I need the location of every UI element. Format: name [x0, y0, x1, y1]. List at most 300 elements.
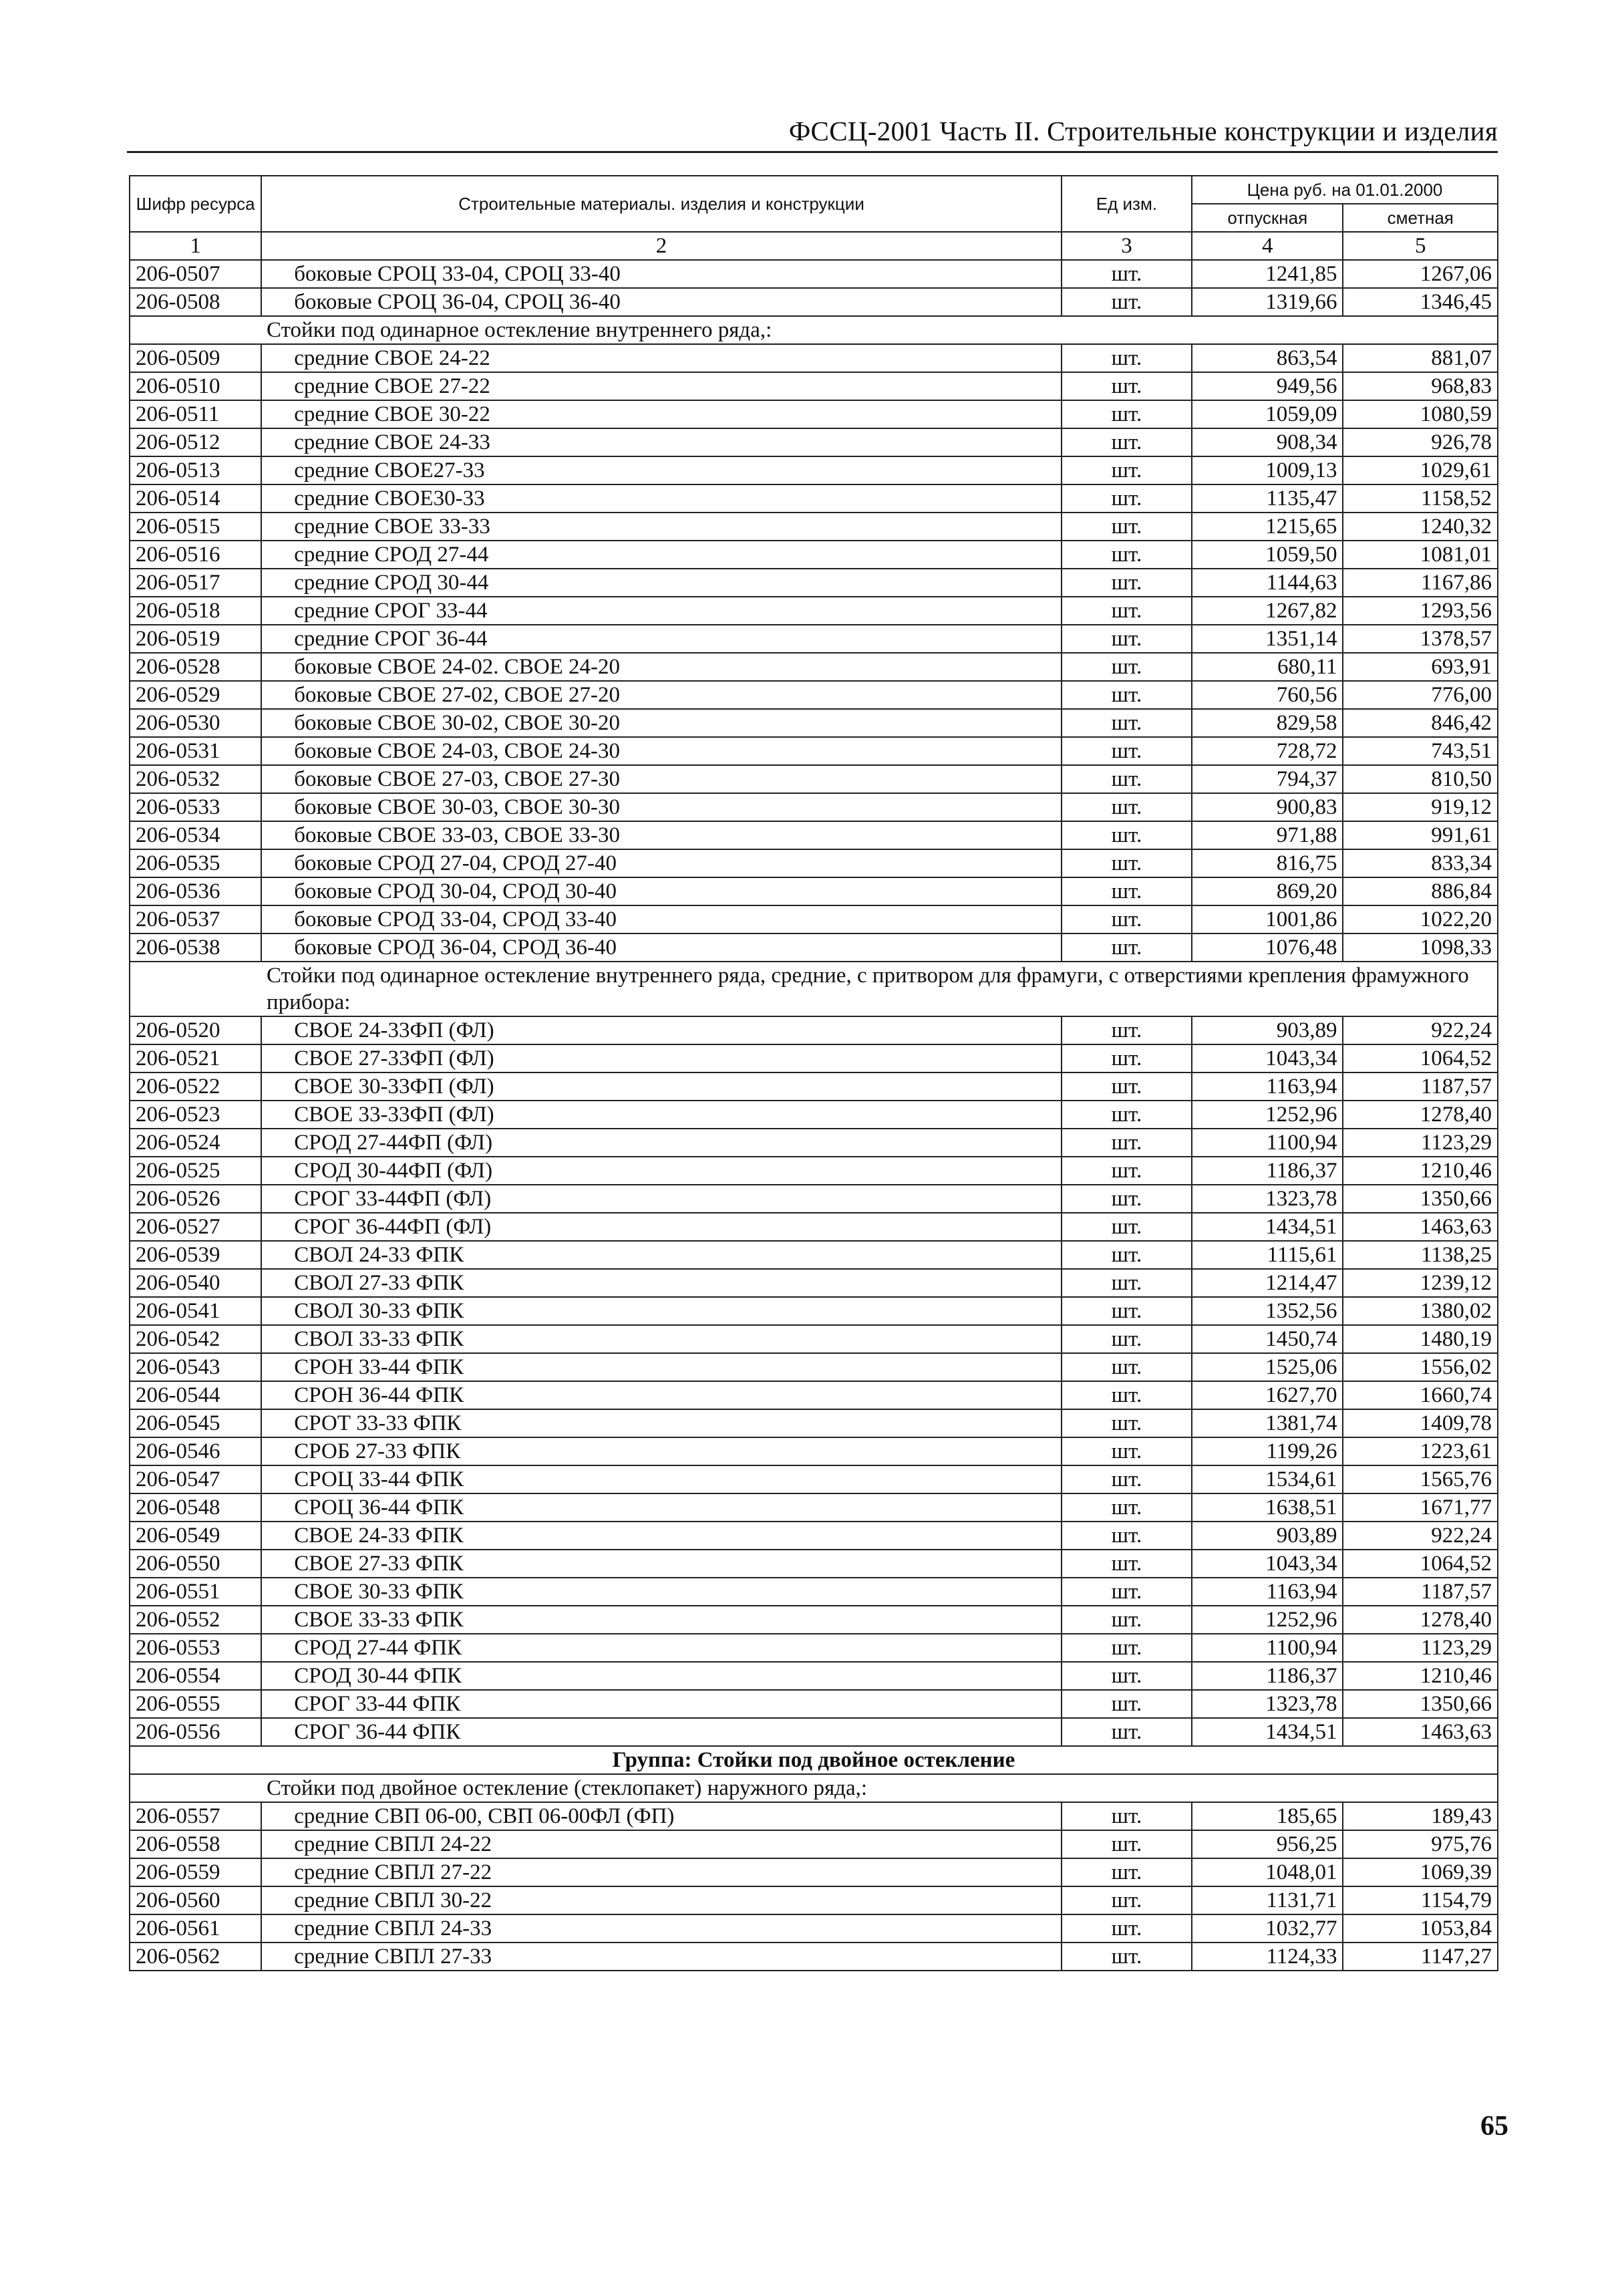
resource-code: 206-0542: [130, 1325, 261, 1353]
release-price: 1434,51: [1192, 1213, 1343, 1241]
release-price: 949,56: [1192, 372, 1343, 400]
section-row: [130, 962, 1498, 1016]
material-name: средние СВОЕ 30-22: [261, 400, 1062, 428]
unit: шт.: [1062, 260, 1192, 288]
release-price: 1638,51: [1192, 1493, 1343, 1522]
resource-code: 206-0527: [130, 1213, 261, 1241]
table-row: [130, 821, 1498, 849]
material-name: СРОГ 33-44ФП (ФЛ): [261, 1185, 1062, 1213]
release-price: 1267,82: [1192, 597, 1343, 625]
col-number: 3: [1062, 232, 1192, 260]
section-row: [130, 1774, 1498, 1802]
table-row: [130, 877, 1498, 905]
material-name: СРОБ 27-33 ФПК: [261, 1437, 1062, 1465]
estimate-price: 1069,39: [1343, 1858, 1498, 1886]
release-price: 1124,33: [1192, 1943, 1343, 1971]
table-row: [130, 1101, 1498, 1129]
release-price: 1186,37: [1192, 1662, 1343, 1690]
material-name: СРОЦ 33-44 ФПК: [261, 1465, 1062, 1493]
table-row: [130, 260, 1498, 288]
material-name: средние СРОД 30-44: [261, 569, 1062, 597]
table-row: [130, 709, 1498, 737]
unit: шт.: [1062, 1943, 1192, 1971]
table-row: [130, 1016, 1498, 1044]
resource-code: 206-0530: [130, 709, 261, 737]
table-row: [130, 905, 1498, 934]
header-release: отпускная: [1192, 204, 1343, 232]
table-row: [130, 569, 1498, 597]
resource-code: 206-0522: [130, 1072, 261, 1101]
estimate-price: 919,12: [1343, 793, 1498, 821]
resource-code: 206-0551: [130, 1578, 261, 1606]
material-name: средние СВОЕ 24-33: [261, 428, 1062, 456]
estimate-price: 1463,63: [1343, 1718, 1498, 1746]
group-title: Группа: Стойки под двойное остекление: [130, 1746, 1498, 1774]
unit: шт.: [1062, 1690, 1192, 1718]
unit: шт.: [1062, 1802, 1192, 1830]
material-name: боковые СВОЕ 27-02, СВОЕ 27-20: [261, 681, 1062, 709]
unit: шт.: [1062, 456, 1192, 484]
material-name: боковые СРОЦ 33-04, СРОЦ 33-40: [261, 260, 1062, 288]
unit: шт.: [1062, 1662, 1192, 1690]
table-row: [130, 1606, 1498, 1634]
estimate-price: 1350,66: [1343, 1690, 1498, 1718]
unit: шт.: [1062, 1157, 1192, 1185]
resource-code: 206-0511: [130, 400, 261, 428]
unit: шт.: [1062, 428, 1192, 456]
estimate-price: 1053,84: [1343, 1914, 1498, 1943]
estimate-price: 846,42: [1343, 709, 1498, 737]
resource-code: 206-0520: [130, 1016, 261, 1044]
table-row: [130, 1914, 1498, 1943]
section-row: [130, 316, 1498, 344]
resource-code: 206-0557: [130, 1802, 261, 1830]
resource-code: 206-0560: [130, 1886, 261, 1914]
release-price: 1059,50: [1192, 541, 1343, 569]
release-price: 1131,71: [1192, 1886, 1343, 1914]
material-name: СВОЛ 33-33 ФПК: [261, 1325, 1062, 1353]
material-name: боковые СРОД 27-04, СРОД 27-40: [261, 849, 1062, 877]
estimate-price: 1240,32: [1343, 513, 1498, 541]
release-price: 1199,26: [1192, 1437, 1343, 1465]
estimate-price: 926,78: [1343, 428, 1498, 456]
release-price: 1076,48: [1192, 934, 1343, 962]
release-price: 869,20: [1192, 877, 1343, 905]
estimate-price: 1064,52: [1343, 1550, 1498, 1578]
resource-code: 206-0532: [130, 765, 261, 793]
resource-code: 206-0523: [130, 1101, 261, 1129]
unit: шт.: [1062, 1606, 1192, 1634]
material-name: боковые СВОЕ 33-03, СВОЕ 33-30: [261, 821, 1062, 849]
release-price: 1144,63: [1192, 569, 1343, 597]
table-row: [130, 1185, 1498, 1213]
unit: шт.: [1062, 597, 1192, 625]
table-row: [130, 1662, 1498, 1690]
estimate-price: 1378,57: [1343, 625, 1498, 653]
material-name: средние СВПЛ 27-22: [261, 1858, 1062, 1886]
table-row: [130, 1072, 1498, 1101]
resource-code: 206-0562: [130, 1943, 261, 1971]
resource-code: 206-0521: [130, 1044, 261, 1072]
unit: шт.: [1062, 765, 1192, 793]
unit: шт.: [1062, 1185, 1192, 1213]
table-row: [130, 1690, 1498, 1718]
estimate-price: 1660,74: [1343, 1381, 1498, 1409]
release-price: 903,89: [1192, 1016, 1343, 1044]
unit: шт.: [1062, 1830, 1192, 1858]
material-name: средние СВОЕ 27-22: [261, 372, 1062, 400]
header-name: Строительные материалы. изделия и конструкции: [261, 176, 1062, 232]
material-name: СРОД 30-44 ФПК: [261, 1662, 1062, 1690]
release-price: 816,75: [1192, 849, 1343, 877]
table-row: [130, 1325, 1498, 1353]
table-row: [130, 1718, 1498, 1746]
release-price: 1043,34: [1192, 1550, 1343, 1578]
release-price: 1252,96: [1192, 1101, 1343, 1129]
estimate-price: 1380,02: [1343, 1297, 1498, 1325]
resource-code: 206-0526: [130, 1185, 261, 1213]
material-name: СВОЛ 27-33 ФПК: [261, 1269, 1062, 1297]
unit: шт.: [1062, 849, 1192, 877]
estimate-price: 991,61: [1343, 821, 1498, 849]
resource-code: 206-0539: [130, 1241, 261, 1269]
release-price: 1525,06: [1192, 1353, 1343, 1381]
resource-code: 206-0543: [130, 1353, 261, 1381]
release-price: 1043,34: [1192, 1044, 1343, 1072]
table-row: [130, 653, 1498, 681]
unit: шт.: [1062, 1101, 1192, 1129]
material-name: средние СВПЛ 24-33: [261, 1914, 1062, 1943]
estimate-price: 1080,59: [1343, 400, 1498, 428]
estimate-price: 743,51: [1343, 737, 1498, 765]
col-number: 2: [261, 232, 1062, 260]
material-name: средние СВОЕ30-33: [261, 484, 1062, 513]
release-price: 794,37: [1192, 765, 1343, 793]
estimate-price: 1409,78: [1343, 1409, 1498, 1437]
table-row: [130, 625, 1498, 653]
price-table-body: [130, 176, 1498, 1971]
resource-code: 206-0528: [130, 653, 261, 681]
release-price: 1381,74: [1192, 1409, 1343, 1437]
release-price: 1135,47: [1192, 484, 1343, 513]
section-title: Стойки под двойное остекление (стеклопакет) наружного ряда,:: [130, 1774, 1498, 1802]
estimate-price: 833,34: [1343, 849, 1498, 877]
unit: шт.: [1062, 541, 1192, 569]
resource-code: 206-0553: [130, 1634, 261, 1662]
table-row: [130, 1297, 1498, 1325]
unit: шт.: [1062, 1858, 1192, 1886]
material-name: СРОД 27-44 ФПК: [261, 1634, 1062, 1662]
estimate-price: 968,83: [1343, 372, 1498, 400]
estimate-price: 1565,76: [1343, 1465, 1498, 1493]
table-row: [130, 1522, 1498, 1550]
table-row: [130, 1044, 1498, 1072]
unit: шт.: [1062, 737, 1192, 765]
estimate-price: 693,91: [1343, 653, 1498, 681]
unit: шт.: [1062, 934, 1192, 962]
material-name: СРОГ 33-44 ФПК: [261, 1690, 1062, 1718]
release-price: 1009,13: [1192, 456, 1343, 484]
unit: шт.: [1062, 400, 1192, 428]
release-price: 1186,37: [1192, 1157, 1343, 1185]
estimate-price: 1346,45: [1343, 288, 1498, 316]
material-name: средние СРОД 27-44: [261, 541, 1062, 569]
material-name: средние СВОЕ 24-22: [261, 344, 1062, 372]
table-row: [130, 1409, 1498, 1437]
estimate-price: 189,43: [1343, 1802, 1498, 1830]
table-row: [130, 597, 1498, 625]
resource-code: 206-0535: [130, 849, 261, 877]
unit: шт.: [1062, 1914, 1192, 1943]
estimate-price: 881,07: [1343, 344, 1498, 372]
resource-code: 206-0524: [130, 1129, 261, 1157]
material-name: СВОЕ 24-33 ФПК: [261, 1522, 1062, 1550]
resource-code: 206-0519: [130, 625, 261, 653]
release-price: 1323,78: [1192, 1690, 1343, 1718]
unit: шт.: [1062, 1129, 1192, 1157]
material-name: средние СВПЛ 27-33: [261, 1943, 1062, 1971]
resource-code: 206-0517: [130, 569, 261, 597]
header-title: ФССЦ-2001 Часть II. Строительные конструкции и изделия: [788, 116, 1498, 146]
unit: шт.: [1062, 1297, 1192, 1325]
estimate-price: 1350,66: [1343, 1185, 1498, 1213]
estimate-price: 1147,27: [1343, 1943, 1498, 1971]
release-price: 1100,94: [1192, 1634, 1343, 1662]
page-header: [127, 114, 1498, 153]
estimate-price: 810,50: [1343, 765, 1498, 793]
release-price: 760,56: [1192, 681, 1343, 709]
table-row: [130, 1157, 1498, 1185]
material-name: средние СВП 06-00, СВП 06-00ФЛ (ФП): [261, 1802, 1062, 1830]
release-price: 1351,14: [1192, 625, 1343, 653]
estimate-price: 1210,46: [1343, 1662, 1498, 1690]
release-price: 1215,65: [1192, 513, 1343, 541]
estimate-price: 1167,86: [1343, 569, 1498, 597]
table-row: [130, 1269, 1498, 1297]
table-row: [130, 513, 1498, 541]
table-row: [130, 1437, 1498, 1465]
unit: шт.: [1062, 1044, 1192, 1072]
unit: шт.: [1062, 1437, 1192, 1465]
material-name: СВОЕ 27-33 ФПК: [261, 1550, 1062, 1578]
release-price: 1323,78: [1192, 1185, 1343, 1213]
unit: шт.: [1062, 905, 1192, 934]
release-price: 1252,96: [1192, 1606, 1343, 1634]
resource-code: 206-0544: [130, 1381, 261, 1409]
material-name: СРОД 30-44ФП (ФЛ): [261, 1157, 1062, 1185]
unit: шт.: [1062, 1016, 1192, 1044]
table-row: [130, 456, 1498, 484]
table-row: [130, 484, 1498, 513]
table-row: [130, 1830, 1498, 1858]
table-row: [130, 1550, 1498, 1578]
unit: шт.: [1062, 681, 1192, 709]
material-name: СВОЕ 30-33 ФПК: [261, 1578, 1062, 1606]
material-name: боковые СВОЕ 30-03, СВОЕ 30-30: [261, 793, 1062, 821]
material-name: боковые СРОЦ 36-04, СРОЦ 36-40: [261, 288, 1062, 316]
unit: шт.: [1062, 1269, 1192, 1297]
table-row: [130, 793, 1498, 821]
unit: шт.: [1062, 1409, 1192, 1437]
unit: шт.: [1062, 821, 1192, 849]
release-price: 1115,61: [1192, 1241, 1343, 1269]
release-price: 1627,70: [1192, 1381, 1343, 1409]
release-price: 1048,01: [1192, 1858, 1343, 1886]
section-title: Стойки под одинарное остекление внутреннего ряда,:: [130, 316, 1498, 344]
estimate-price: 776,00: [1343, 681, 1498, 709]
resource-code: 206-0549: [130, 1522, 261, 1550]
release-price: 1059,09: [1192, 400, 1343, 428]
table-row: [130, 541, 1498, 569]
material-name: средние СРОГ 33-44: [261, 597, 1062, 625]
release-price: 863,54: [1192, 344, 1343, 372]
estimate-price: 1138,25: [1343, 1241, 1498, 1269]
resource-code: 206-0555: [130, 1690, 261, 1718]
resource-code: 206-0550: [130, 1550, 261, 1578]
material-name: СВОЕ 33-33ФП (ФЛ): [261, 1101, 1062, 1129]
resource-code: 206-0540: [130, 1269, 261, 1297]
resource-code: 206-0534: [130, 821, 261, 849]
material-name: СРОЦ 36-44 ФПК: [261, 1493, 1062, 1522]
table-row: [130, 1802, 1498, 1830]
release-price: 900,83: [1192, 793, 1343, 821]
estimate-price: 1187,57: [1343, 1578, 1498, 1606]
material-name: СРОТ 33-33 ФПК: [261, 1409, 1062, 1437]
resource-code: 206-0561: [130, 1914, 261, 1943]
estimate-price: 922,24: [1343, 1522, 1498, 1550]
material-name: боковые СВОЕ 27-03, СВОЕ 27-30: [261, 765, 1062, 793]
col-number: 1: [130, 232, 261, 260]
resource-code: 206-0545: [130, 1409, 261, 1437]
resource-code: 206-0515: [130, 513, 261, 541]
unit: шт.: [1062, 1493, 1192, 1522]
release-price: 1534,61: [1192, 1465, 1343, 1493]
release-price: 829,58: [1192, 709, 1343, 737]
material-name: средние СВПЛ 30-22: [261, 1886, 1062, 1914]
resource-code: 206-0536: [130, 877, 261, 905]
material-name: боковые СРОД 30-04, СРОД 30-40: [261, 877, 1062, 905]
estimate-price: 1267,06: [1343, 260, 1498, 288]
col-number: 4: [1192, 232, 1343, 260]
table-row: [130, 372, 1498, 400]
table-row: [130, 1465, 1498, 1493]
resource-code: 206-0518: [130, 597, 261, 625]
table-row: [130, 344, 1498, 372]
material-name: СРОН 36-44 ФПК: [261, 1381, 1062, 1409]
resource-code: 206-0531: [130, 737, 261, 765]
table-header-row: [130, 176, 1498, 204]
unit: шт.: [1062, 1550, 1192, 1578]
unit: шт.: [1062, 653, 1192, 681]
release-price: 956,25: [1192, 1830, 1343, 1858]
group-row: [130, 1746, 1498, 1774]
material-name: СВОЕ 30-33ФП (ФЛ): [261, 1072, 1062, 1101]
estimate-price: 886,84: [1343, 877, 1498, 905]
resource-code: 206-0509: [130, 344, 261, 372]
unit: шт.: [1062, 1241, 1192, 1269]
estimate-price: 1187,57: [1343, 1072, 1498, 1101]
material-name: средние СВПЛ 24-22: [261, 1830, 1062, 1858]
release-price: 1032,77: [1192, 1914, 1343, 1943]
release-price: 1434,51: [1192, 1718, 1343, 1746]
release-price: 1001,86: [1192, 905, 1343, 934]
estimate-price: 1123,29: [1343, 1129, 1498, 1157]
material-name: средние СВОЕ27-33: [261, 456, 1062, 484]
material-name: СВОЕ 24-33ФП (ФЛ): [261, 1016, 1062, 1044]
unit: шт.: [1062, 1353, 1192, 1381]
estimate-price: 1239,12: [1343, 1269, 1498, 1297]
material-name: СРОГ 36-44ФП (ФЛ): [261, 1213, 1062, 1241]
material-name: СВОЕ 33-33 ФПК: [261, 1606, 1062, 1634]
table-row: [130, 1241, 1498, 1269]
table-row: [130, 1634, 1498, 1662]
estimate-price: 1029,61: [1343, 456, 1498, 484]
col-number: 5: [1343, 232, 1498, 260]
resource-code: 206-0529: [130, 681, 261, 709]
estimate-price: 1556,02: [1343, 1353, 1498, 1381]
estimate-price: 1463,63: [1343, 1213, 1498, 1241]
unit: шт.: [1062, 569, 1192, 597]
unit: шт.: [1062, 372, 1192, 400]
material-name: СВОЛ 30-33 ФПК: [261, 1297, 1062, 1325]
material-name: боковые СВОЕ 30-02, СВОЕ 30-20: [261, 709, 1062, 737]
resource-code: 206-0510: [130, 372, 261, 400]
resource-code: 206-0546: [130, 1437, 261, 1465]
resource-code: 206-0552: [130, 1606, 261, 1634]
resource-code: 206-0512: [130, 428, 261, 456]
table-row: [130, 1213, 1498, 1241]
unit: шт.: [1062, 625, 1192, 653]
table-row: [130, 400, 1498, 428]
unit: шт.: [1062, 793, 1192, 821]
unit: шт.: [1062, 1072, 1192, 1101]
estimate-price: 1022,20: [1343, 905, 1498, 934]
estimate-price: 1081,01: [1343, 541, 1498, 569]
release-price: 1163,94: [1192, 1072, 1343, 1101]
material-name: СРОН 33-44 ФПК: [261, 1353, 1062, 1381]
unit: шт.: [1062, 1522, 1192, 1550]
release-price: 903,89: [1192, 1522, 1343, 1550]
estimate-price: 1210,46: [1343, 1157, 1498, 1185]
estimate-price: 1154,79: [1343, 1886, 1498, 1914]
release-price: 1100,94: [1192, 1129, 1343, 1157]
table-row: [130, 1353, 1498, 1381]
material-name: боковые СРОД 36-04, СРОД 36-40: [261, 934, 1062, 962]
table-row: [130, 1381, 1498, 1409]
unit: шт.: [1062, 513, 1192, 541]
release-price: 1214,47: [1192, 1269, 1343, 1297]
material-name: средние СРОГ 36-44: [261, 625, 1062, 653]
unit: шт.: [1062, 1465, 1192, 1493]
resource-code: 206-0538: [130, 934, 261, 962]
resource-code: 206-0556: [130, 1718, 261, 1746]
unit: шт.: [1062, 1325, 1192, 1353]
page-number: 65: [1480, 2111, 1508, 2142]
estimate-price: 975,76: [1343, 1830, 1498, 1858]
release-price: 1319,66: [1192, 288, 1343, 316]
estimate-price: 1278,40: [1343, 1606, 1498, 1634]
unit: шт.: [1062, 1578, 1192, 1606]
resource-code: 206-0513: [130, 456, 261, 484]
unit: шт.: [1062, 344, 1192, 372]
estimate-price: 922,24: [1343, 1016, 1498, 1044]
estimate-price: 1223,61: [1343, 1437, 1498, 1465]
unit: шт.: [1062, 1886, 1192, 1914]
estimate-price: 1480,19: [1343, 1325, 1498, 1353]
resource-code: 206-0507: [130, 260, 261, 288]
unit: шт.: [1062, 288, 1192, 316]
release-price: 908,34: [1192, 428, 1343, 456]
